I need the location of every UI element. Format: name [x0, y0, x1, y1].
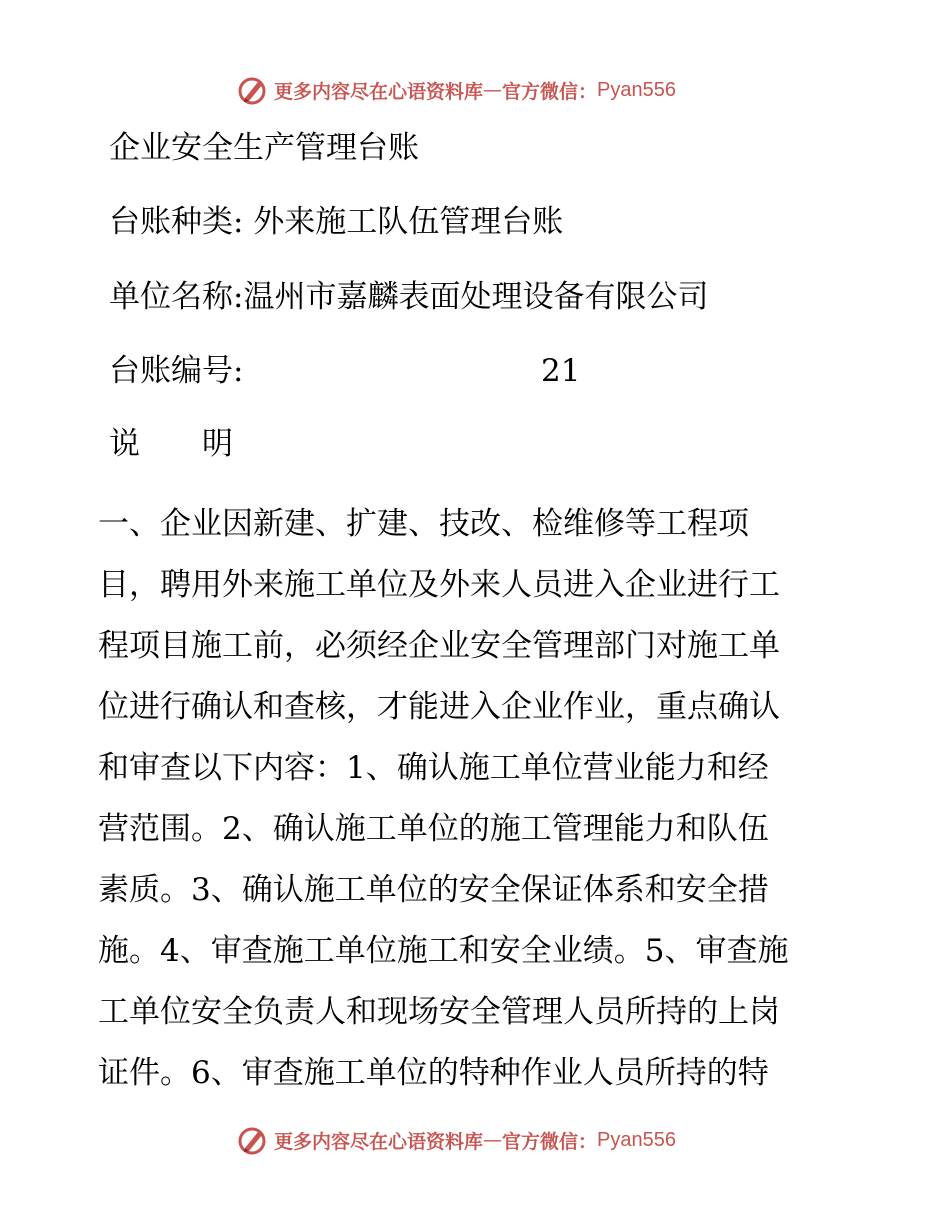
watermark-site-text: 更多内容尽在心语资料库 — [274, 1130, 484, 1153]
document-title: 企业安全生产管理台账 — [109, 130, 419, 166]
watermark-wechat-id: Pyan556 — [597, 1128, 676, 1151]
unit-name-label: 单位名称: — [109, 279, 244, 315]
watermark-wechat-label: 官方微信： — [502, 80, 598, 103]
ledger-type-label: 台账种类: — [109, 204, 244, 240]
watermark-separator: — — [483, 79, 503, 101]
ledger-code-row — [109, 351, 609, 391]
paragraph-line: 和审查以下内容：1、确认施工单位营业能力和经 — [98, 750, 769, 786]
unit-name-value: 温州市嘉麟表面处理设备有限公司 — [243, 279, 709, 315]
paragraph-line: 工单位安全负责人和现场安全管理人员所持的上岗 — [98, 994, 780, 1030]
watermark-banner-top — [236, 72, 716, 108]
section-heading: 说 明 — [109, 426, 233, 462]
paragraph-line: 营范围。2、确认施工单位的施工管理能力和队伍 — [98, 811, 769, 847]
paragraph-line: 目，聘用外来施工单位及外来人员进入企业进行工 — [98, 567, 780, 603]
ledger-type-row — [109, 202, 563, 242]
paragraph-line: 素质。3、确认施工单位的安全保证体系和安全措 — [98, 872, 769, 908]
paragraph-line: 位进行确认和查核，才能进入企业作业，重点确认 — [98, 689, 780, 725]
instructions-paragraph — [98, 494, 850, 1104]
watermark-site-text: 更多内容尽在心语资料库 — [274, 80, 484, 103]
unit-name-row — [109, 277, 708, 317]
paragraph-line: 施。4、审查施工单位施工和安全业绩。5、审查施 — [98, 933, 789, 969]
ledger-code-value: 21 — [541, 353, 581, 389]
ledger-type-value: 外来施工队伍管理台账 — [253, 204, 564, 240]
watermark-wechat-label: 官方微信： — [502, 1130, 598, 1153]
watermark-banner-bottom — [236, 1122, 716, 1158]
paragraph-line: 程项目施工前，必须经企业安全管理部门对施工单 — [98, 628, 780, 664]
pen-logo-icon — [236, 74, 268, 106]
paragraph-line: 一、企业因新建、扩建、技改、检维修等工程项 — [98, 506, 749, 542]
paragraph-line: 证件。6、审查施工单位的特种作业人员所持的特 — [98, 1055, 769, 1091]
watermark-wechat-id: Pyan556 — [597, 78, 676, 101]
ledger-code-label: 台账编号: — [109, 353, 244, 389]
pen-logo-icon — [236, 1124, 268, 1156]
watermark-separator: — — [483, 1129, 503, 1151]
